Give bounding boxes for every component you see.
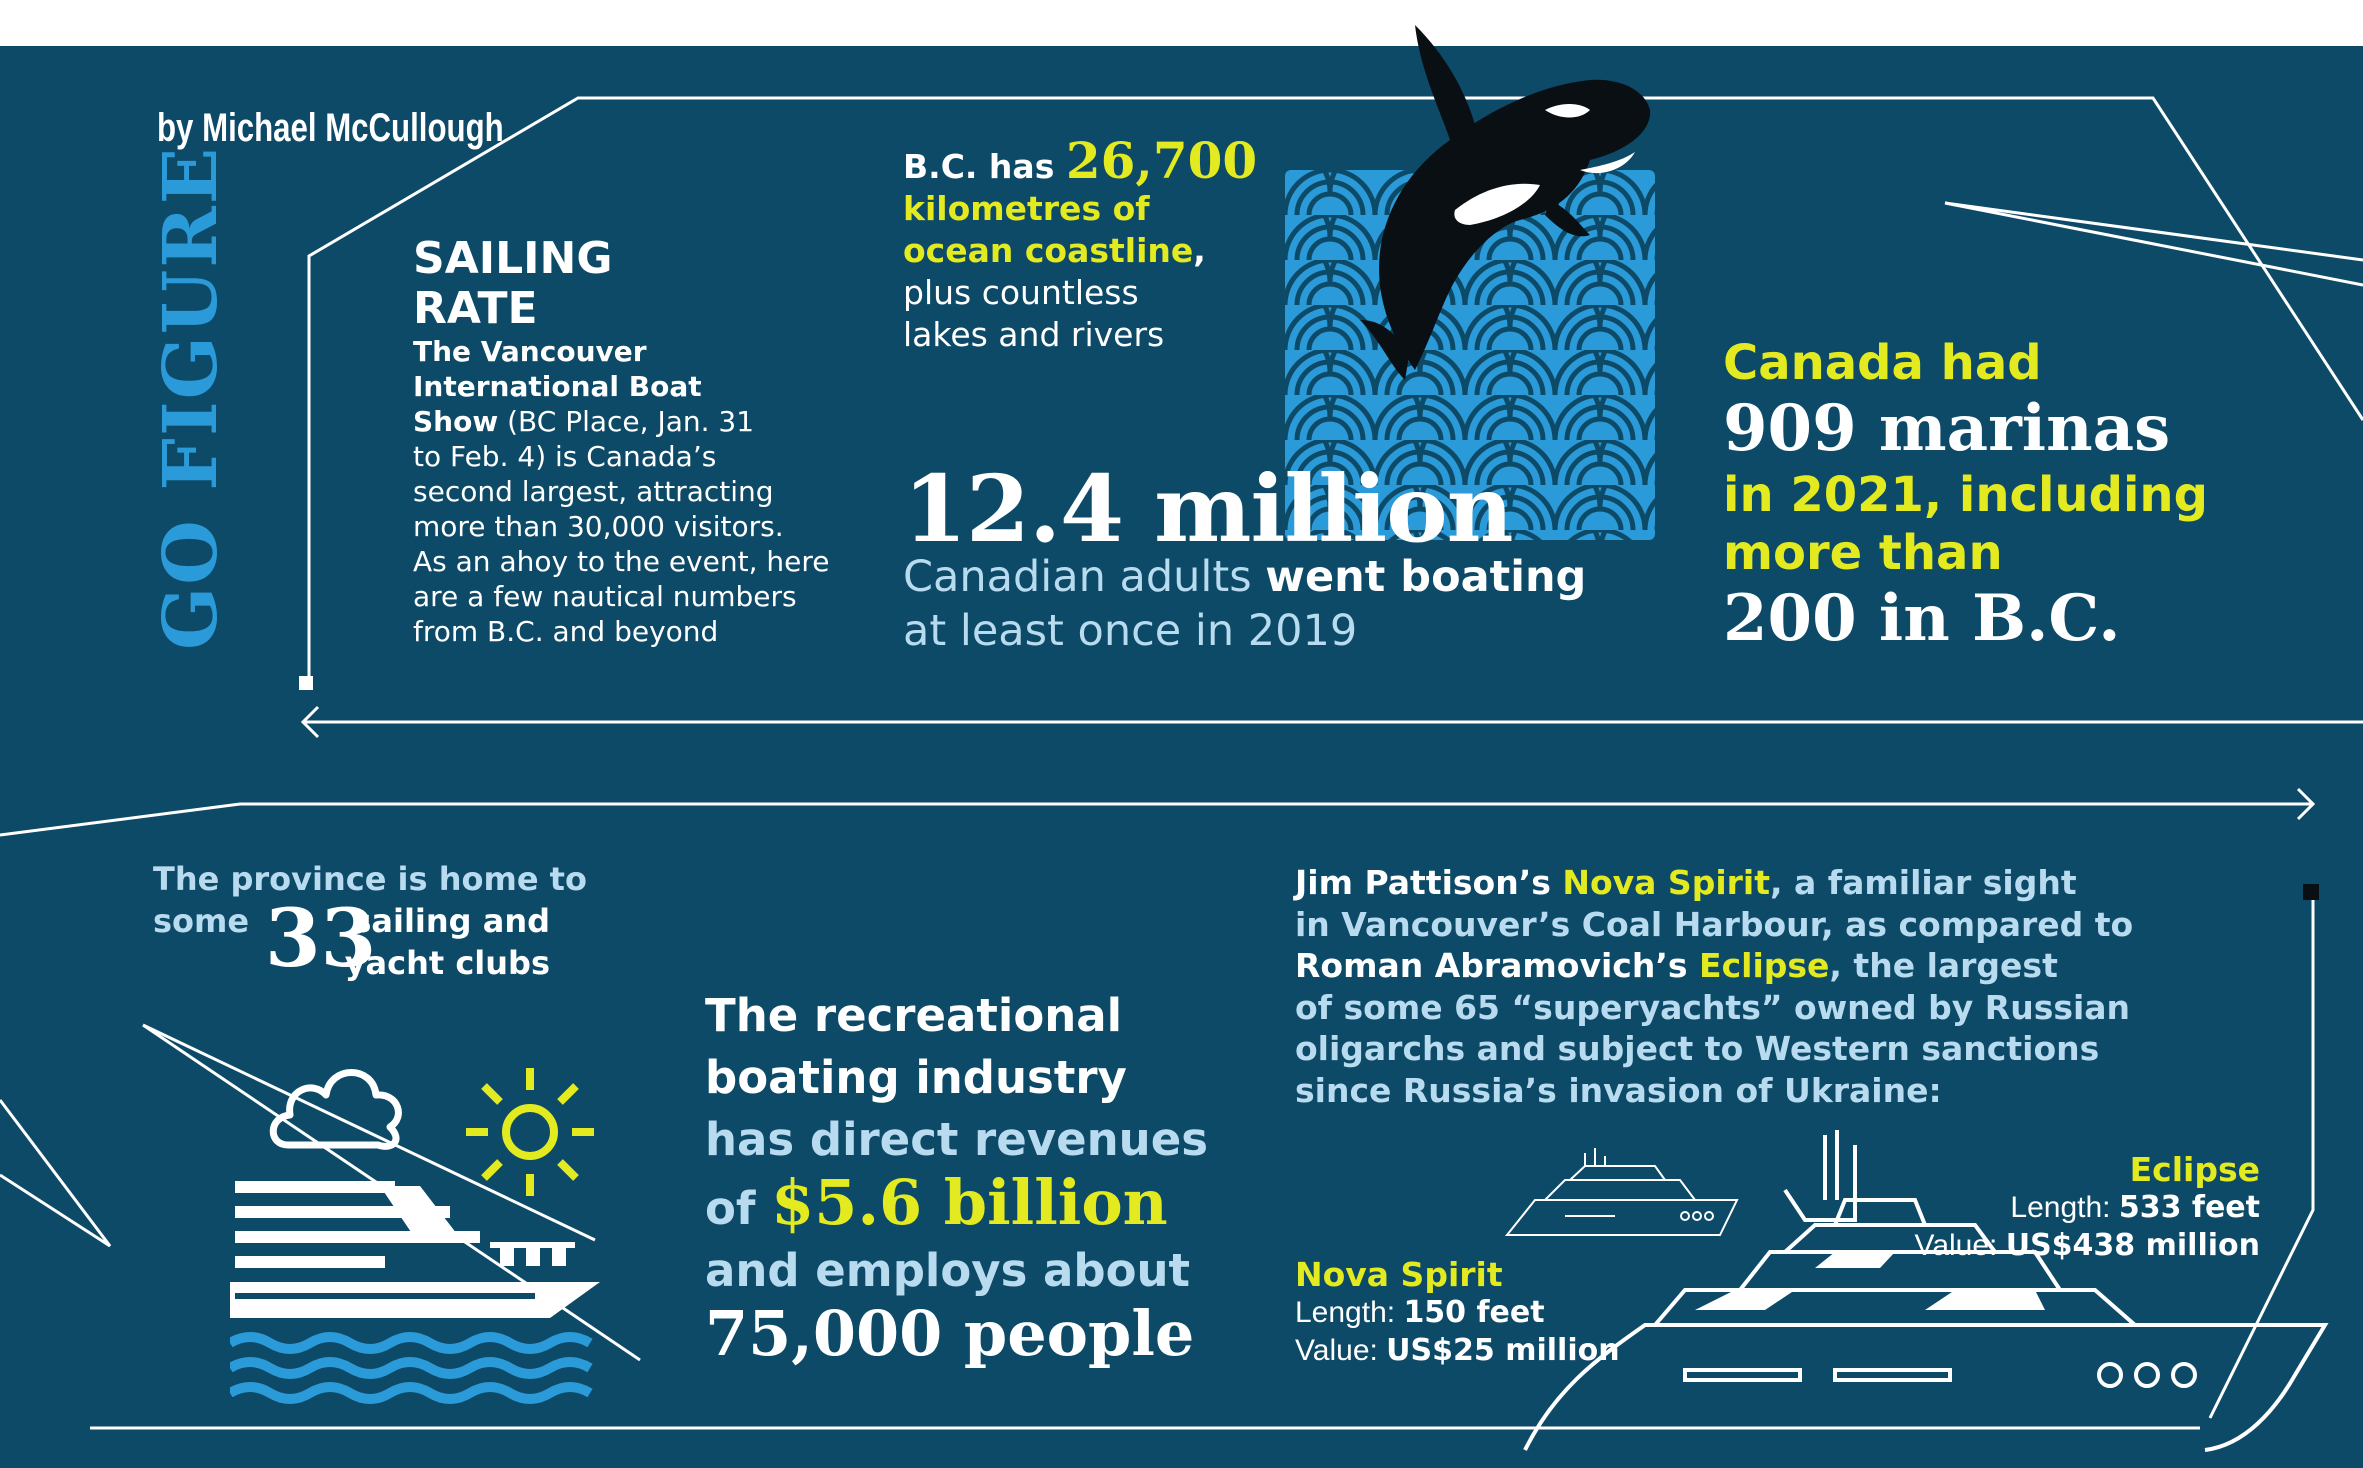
nova-spirit-value: US$25 million [1386,1333,1620,1368]
yacht-comparison [1295,862,2195,1111]
marinas-line-3: in 2021, including [1723,467,2208,523]
coastline-comma: , [1193,231,1206,270]
nova-spirit-name: Nova Spirit [1295,1255,1503,1294]
yacht-icon [230,1178,610,1410]
boating-text-1: Canadian adults [903,552,1266,602]
intro-text-1: (BC Place, Jan. 31 [498,405,755,438]
intro-text-3: second largest, attracting [413,475,774,508]
title-line-1: SAILING [413,233,613,284]
nova-spirit-length: 150 feet [1403,1295,1545,1330]
intro-text-7: from B.C. and beyond [413,615,719,648]
nova-spirit-length-label: Length: [1295,1296,1404,1329]
yacht-text-3: , the largest [1829,946,2058,985]
clubs-tail-1: sailing and [352,902,550,940]
orca-icon [1290,20,1660,390]
eclipse-value: US$438 million [2005,1228,2260,1263]
cloud-icon [268,1055,408,1155]
yacht-text-1: , a familiar sight [1770,863,2077,902]
yacht-text-2: in Vancouver’s Coal Harbour, as compared to [1295,904,2134,944]
yacht-2: Eclipse [1699,946,1830,985]
coastline-highlight-2: ocean coastline [903,231,1194,270]
nova-spirit-value-label: Value: [1295,1334,1387,1367]
industry-line-2: boating industry [705,1051,1127,1104]
clubs-tail-2: yacht clubs [344,944,550,982]
owner-2: Roman Abramovich’s [1295,946,1700,985]
industry-line-3: has direct revenues [705,1113,1208,1166]
left-triangle-lines [0,1100,110,1246]
intro-text-2: to Feb. 4) is Canada’s [413,440,717,473]
coastline-rest-1: plus countless [903,273,1139,312]
marinas-stat [1723,334,2243,656]
clubs-stat [153,858,603,990]
coastline-stat [903,131,1303,356]
clubs-line-1: The province is home to [153,860,587,898]
boating-text-2: at least once in 2019 [903,606,1358,656]
coastline-number: 26,700 [1065,131,1258,190]
marinas-line-2: 909 marinas [1723,391,2171,466]
industry-line-5: and employs about [705,1244,1191,1297]
yacht-text-5: oligarchs and subject to Western sanctions [1295,1029,2100,1068]
byline: by Michael McCullough [157,106,504,150]
boat-show-name-1: The Vancouver [413,335,647,368]
coastline-rest-2: lakes and rivers [903,315,1165,354]
yacht-text-6: since Russia’s invasion of Ukraine: [1295,1070,1942,1110]
intro-text-5: As an ahoy to the event, here [413,545,830,578]
top-right-triangle [1945,203,2363,285]
eclipse-name: Eclipse [2129,1150,2260,1189]
eclipse-specs [1850,1150,2260,1265]
title-line-2: RATE [413,283,538,334]
arrow-right-line [0,804,2313,835]
eclipse-length-label: Length: [2010,1191,2119,1224]
yacht-text-4: of some 65 “superyachts” owned by Russian [1295,987,2131,1027]
sailing-rate-title [413,234,612,334]
boat-show-name-2: International Boat [413,370,702,403]
intro-text-6: are a few nautical numbers [413,580,797,613]
boating-text [903,550,1683,658]
sailing-rate-body [413,334,833,649]
eclipse-value-label: Value: [1914,1229,2006,1262]
clubs-number: 33 [265,891,377,985]
industry-of: of [705,1182,772,1235]
owner-1: Jim Pattison’s [1295,863,1563,902]
industry-revenue: $5.6 billion [771,1166,1168,1239]
industry-employees: 75,000 people [705,1297,1195,1370]
nova-spirit-specs [1295,1255,1715,1370]
industry-stat [705,985,1305,1370]
coastline-prefix: B.C. has [903,147,1066,186]
yacht-1: Nova Spirit [1562,863,1770,902]
boating-number: 12.4 million [903,455,1513,563]
boat-show-name-3: Show [413,405,499,438]
marinas-line-1: Canada had [1723,335,2042,391]
marinas-line-5: 200 in B.C. [1723,581,2121,656]
industry-line-1: The recreational [705,989,1123,1042]
sun-icon [466,1068,594,1196]
marinas-line-4: more than [1723,525,2003,581]
intro-text-4: more than 30,000 visitors. [413,510,784,543]
section-label: GO FIGURE [148,145,234,650]
eclipse-length: 533 feet [2118,1190,2260,1225]
boating-text-highlight: went boating [1265,552,1587,602]
coastline-highlight-1: kilometres of [903,189,1150,228]
clubs-some: some [153,902,250,940]
